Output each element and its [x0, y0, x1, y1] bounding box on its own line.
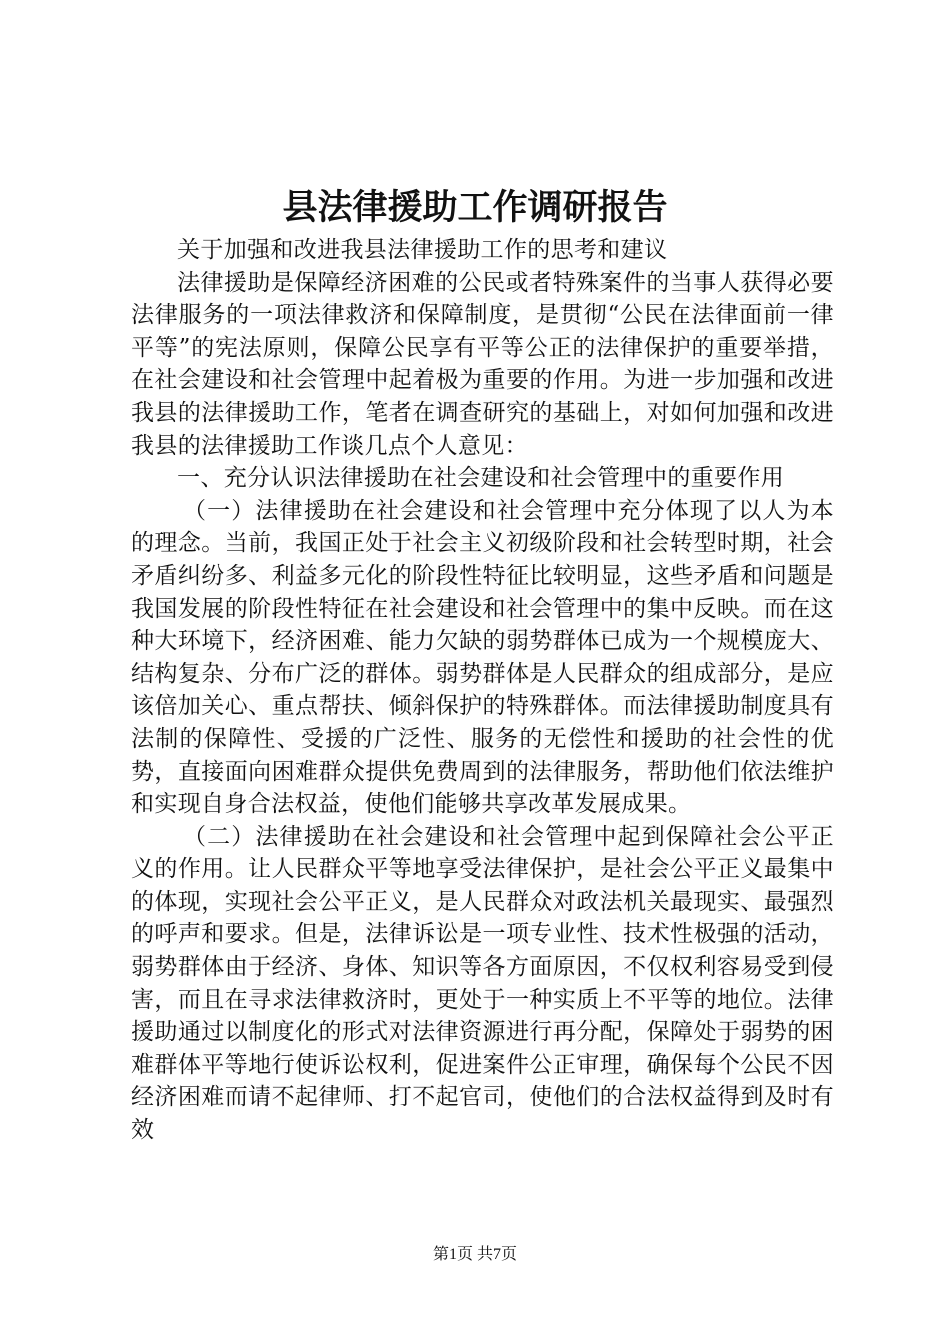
paragraph-intro: 法律援助是保障经济困难的公民或者特殊案件的当事人获得必要法律服务的一项法律救济和保障制度，是贯彻“公民在法律面前一律平等”的宪法原则，保障公民享有平等公正的法律保护的重要举措，在社会建设和社会管理中起着极为重要的作用。为进一步加强和改进我县的法律援助工作，笔者在调查研究的基础上，对如何加强和改进我县的法律援助工作谈几点个人意见：	[131, 269, 834, 459]
paragraph-subsection-1: （一）法律援助在社会建设和社会管理中充分体现了以人为本的理念。当前，我国正处于社会主义初级阶段和社会转型时期，社会矛盾纠纷多、利益多元化的阶段性特征比较明显，这些矛盾和问题是我国发展的阶段性特征在社会建设和社会管理中的集中反映。而在这种大环境下，经济困难、能力欠缺的弱势群体已成为一个规模庞大、结构复杂、分布广泛的群体。弱势群体是人民群众的组成部分，是应该倍加关心、重点帮扶、倾斜保护的特殊群体。而法律援助制度具有法制的保障性、受援的广泛性、服务的无偿性和援助的社会性的优势，直接面向困难群众提供免费周到的法律服务，帮助他们依法维护和实现自身合法权益，使他们能够共享改革发展成果。	[131, 497, 834, 818]
section-heading-1: 一、充分认识法律援助在社会建设和社会管理中的重要作用	[177, 465, 785, 492]
document-body	[131, 234, 834, 1147]
document-subtitle: 关于加强和改进我县法律援助工作的思考和建议	[177, 237, 668, 263]
paragraph-subsection-2: （二）法律援助在社会建设和社会管理中起到保障社会公平正义的作用。让人民群众平等地享受法律保护，是社会公平正义最集中的体现，实现社会公平正义，是人民群众对政法机关最现实、最强烈的呼声和要求。但是，法律诉讼是一项专业性、技术性极强的活动，弱势群体由于经济、身体、知识等各方面原因，不仅权利容易受到侵害，而且在寻求法律救济时，更处于一种实质上不平等的地位。法律援助通过以制度化的形式对法律资源进行再分配，保障处于弱势的困难群体平等地行使诉讼权利，促进案件公正审理，确保每个公民不因经济困难而请不起律师、打不起官司，使他们的合法权益得到及时有效	[131, 823, 834, 1144]
document-title: 县法律援助工作调研报告	[282, 187, 668, 228]
page-number-footer: 第1页 共7页	[432, 1246, 517, 1263]
